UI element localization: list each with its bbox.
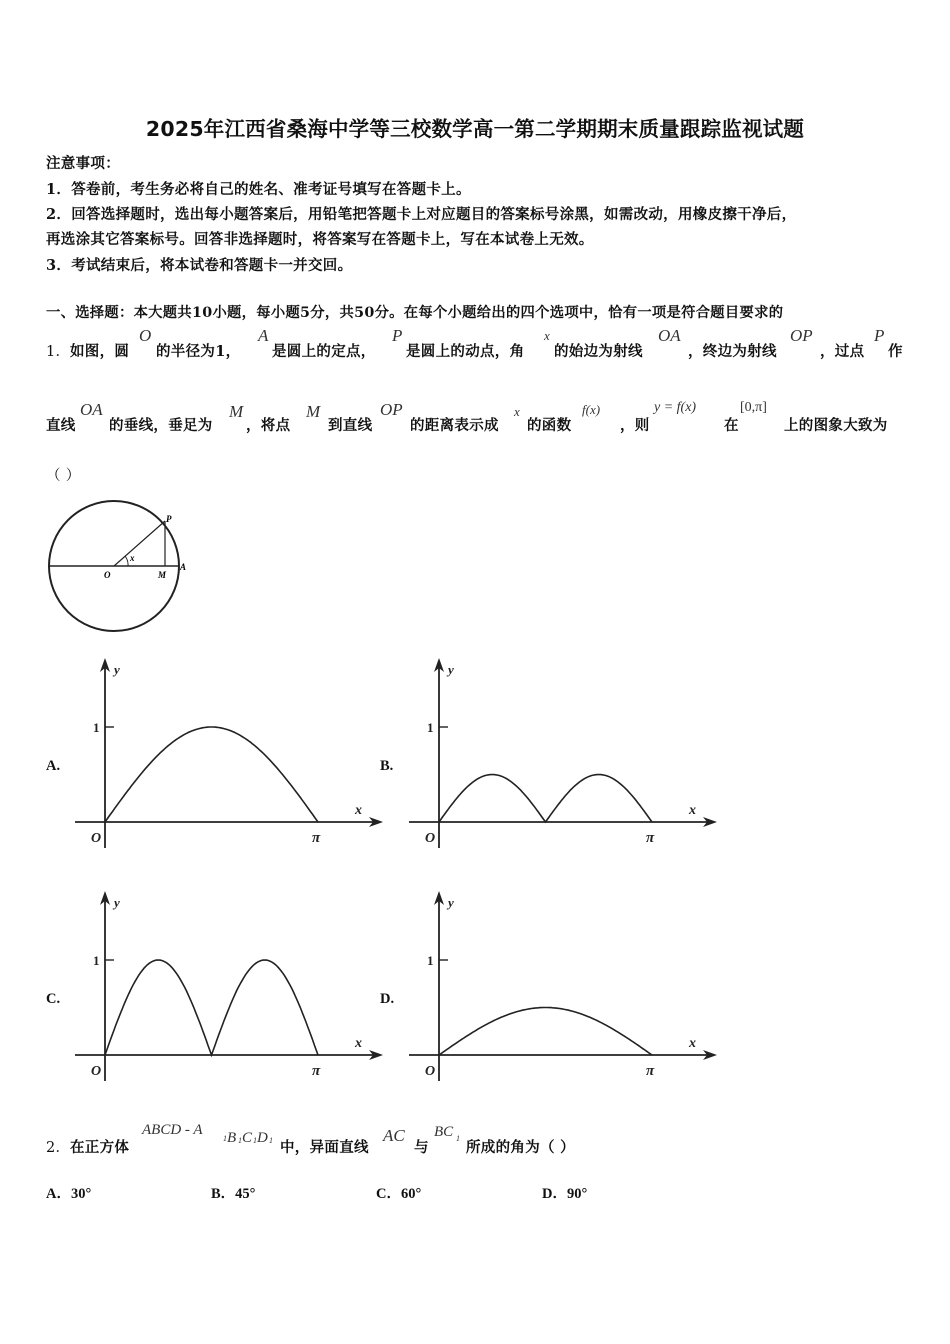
math-AC: AC	[383, 1126, 405, 1145]
math-cube: ABCD - A	[142, 1122, 203, 1138]
math-subscript: 1	[269, 1136, 273, 1145]
q2-number: 2．	[46, 1140, 71, 1156]
function-curve	[439, 775, 652, 823]
label-O: O	[104, 570, 111, 580]
q1-number: 1．	[46, 344, 71, 360]
q1-text: 上的图象大致为	[784, 417, 888, 434]
page-title: 2025年江西省桑海中学等三校数学高一第二学期期末质量跟踪监视试题	[145, 117, 805, 141]
angle-arc	[125, 556, 128, 566]
q1-text: 的距离表示成	[410, 417, 499, 434]
q1-text: 的始边为射线	[554, 343, 643, 360]
y-axis-label: y	[448, 662, 454, 677]
y-tick-label-1: 1	[93, 720, 100, 735]
x-axis-label: x	[689, 1036, 696, 1051]
ray-op	[114, 521, 165, 566]
notice-heading: 注意事项：	[46, 155, 120, 172]
label-M: M	[158, 570, 167, 580]
pi-label: π	[646, 1063, 655, 1079]
circle-figure	[46, 500, 196, 636]
math-x: x	[544, 328, 550, 343]
math-BC: BC	[434, 1124, 454, 1140]
pi-label: π	[646, 830, 655, 846]
option-d-graph[interactable]	[404, 883, 719, 1083]
q1-text: 的垂线，垂足为	[109, 417, 213, 434]
math-subscript: 1	[253, 1136, 257, 1145]
notice-item-2-cont: 再选涂其它答案标号。回答非选择题时，将答案写在答题卡上，写在本试卷上无效。	[46, 231, 594, 248]
section-heading: 一、选择题：本大题共10小题，每小题5分，共50分。在每个小题给出的四个选项中，恰有一项是符合题目要求的	[46, 305, 784, 321]
q2-text: 与	[414, 1139, 429, 1156]
y-tick-label-1: 1	[93, 953, 100, 968]
option-a-graph[interactable]	[70, 650, 385, 850]
origin-label: O	[91, 831, 102, 846]
q2-option-c[interactable]: C．60°	[376, 1186, 422, 1202]
math-subscript: 1	[238, 1136, 242, 1145]
function-curve	[439, 1008, 652, 1056]
q1-text: ，则	[620, 417, 650, 434]
math-subscript: 1	[223, 1134, 227, 1143]
q1-text: 是圆上的定点，	[272, 343, 376, 360]
q1-answer-paren: （ ）	[46, 468, 81, 484]
q1-text: 的函数	[527, 417, 572, 434]
q1-text: 作	[888, 343, 903, 360]
math-OP: OP	[380, 400, 403, 419]
math-y-equals-fx: y = f(x)	[654, 400, 697, 415]
y-axis-label: y	[448, 895, 454, 910]
math-M: M	[306, 402, 321, 421]
q1-text: 到直线	[328, 417, 373, 434]
notice-item-1: 1．答卷前，考生务必将自己的姓名、准考证号填写在答题卡上。	[46, 181, 471, 198]
math-OP: OP	[790, 326, 813, 345]
y-tick-label-1: 1	[427, 953, 434, 968]
q1-text: ，将点	[246, 417, 291, 434]
q1-text: ，终边为射线	[688, 343, 777, 360]
option-c-label[interactable]: C.	[46, 991, 61, 1007]
q1-text: 是圆上的动点，角	[406, 343, 525, 360]
notice-item-2: 2．回答选择题时，选出每小题答案后，用铅笔把答题卡上对应题目的答案标号涂黑，如需改动，用橡皮擦干净后，	[46, 206, 797, 223]
pi-label: π	[312, 1063, 321, 1079]
x-axis-label: x	[355, 803, 362, 818]
option-c-graph[interactable]	[70, 883, 385, 1083]
notice-item-3: 3．考试结束后，将本试卷和答题卡一并交回。	[46, 257, 353, 274]
option-b-label[interactable]: B.	[380, 758, 394, 774]
y-tick-label-1: 1	[427, 720, 434, 735]
y-axis-label: y	[114, 662, 120, 677]
origin-label: O	[425, 1064, 436, 1079]
math-interval: [0,π]	[740, 400, 767, 415]
math-M: M	[229, 402, 244, 421]
math-cube: C	[242, 1130, 253, 1146]
x-axis-label: x	[355, 1036, 362, 1051]
q2-option-d[interactable]: D．90°	[542, 1186, 588, 1202]
option-a-label[interactable]: A.	[46, 758, 61, 774]
math-P: P	[392, 326, 403, 345]
q1-text: 在	[724, 417, 739, 434]
math-x: x	[514, 404, 520, 419]
q2-option-a[interactable]: A．30°	[46, 1186, 92, 1202]
q1-text: ，过点	[820, 343, 865, 360]
math-O: O	[139, 326, 152, 345]
pi-label: π	[312, 830, 321, 846]
math-subscript: 1	[456, 1134, 460, 1143]
q1-text: 的半径为1，	[156, 343, 241, 360]
option-b-graph[interactable]	[404, 650, 719, 850]
label-x: x	[130, 553, 135, 563]
math-cube: D	[257, 1130, 268, 1146]
q2-text: 在正方体	[70, 1139, 130, 1156]
math-A: A	[258, 326, 269, 345]
origin-label: O	[425, 831, 436, 846]
y-axis-label: y	[114, 895, 120, 910]
math-OA: OA	[658, 326, 681, 345]
q2-text: 中，异面直线	[280, 1139, 369, 1156]
q2-text: 所成的角为（ ）	[466, 1139, 575, 1156]
x-axis-label: x	[689, 803, 696, 818]
label-A: A	[180, 562, 187, 572]
option-d-label[interactable]: D.	[380, 991, 395, 1007]
math-OA: OA	[80, 400, 103, 419]
function-curve	[105, 960, 318, 1055]
math-P: P	[874, 326, 885, 345]
origin-label: O	[91, 1064, 102, 1079]
function-curve	[105, 727, 318, 822]
q1-text: 如图，圆	[70, 343, 130, 360]
math-fx: f(x)	[582, 402, 601, 417]
math-cube: B	[227, 1130, 237, 1146]
q1-text: 直线	[46, 417, 76, 434]
q2-option-b[interactable]: B．45°	[211, 1186, 256, 1202]
label-P: P	[166, 514, 172, 524]
